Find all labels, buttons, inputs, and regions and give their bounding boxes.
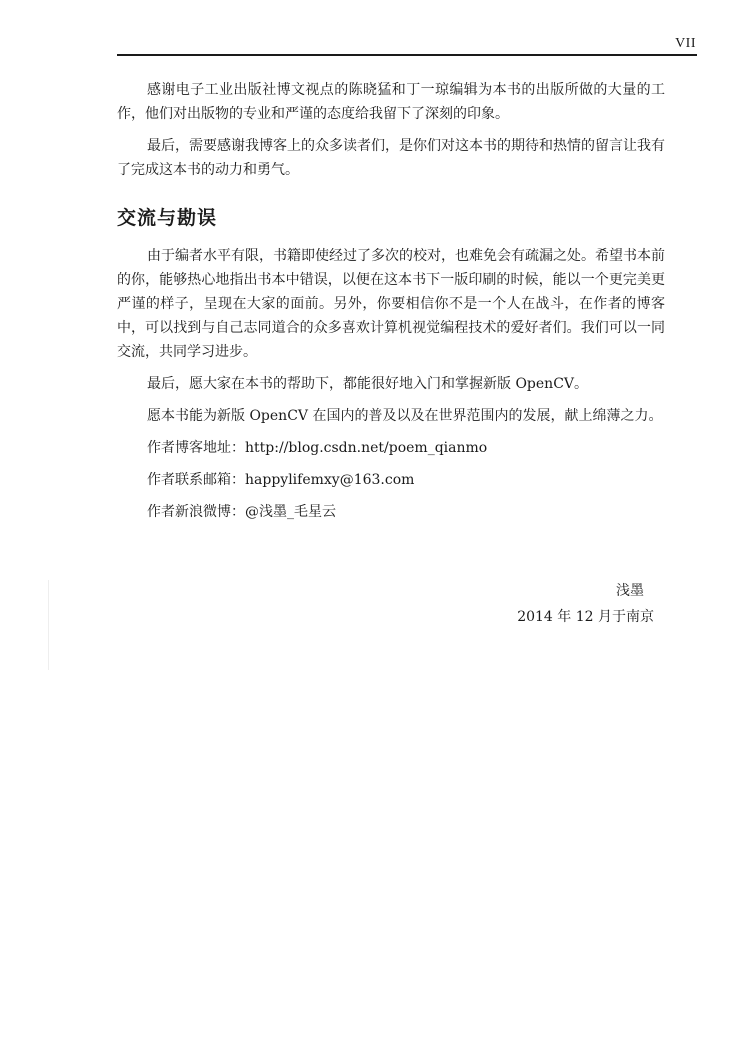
section-paragraph-errata: 由于编者水平有限，书籍即使经过了多次的校对，也难免会有疏漏之处。希望书本前的你，能够热心地指出书本中错误，以便在这本书下一版印刷的时候，能以一个更完美更严谨的样子，呈现在大家的面前。另外，你要相信你不是一个人在战斗，在作者的博客中，可以找到与自己志同道合的众多喜欢计算机视觉编程技术的爱好者们。我们可以一同交流，共同学习进步。	[117, 248, 665, 360]
page-number: VII	[675, 36, 696, 51]
scan-edge-mark	[48, 580, 49, 670]
section-paragraph-dedication: 愿本书能为新版 OpenCV 在国内的普及以及在世界范围内的发展，献上绵薄之力。	[147, 408, 663, 424]
author-signature: 浅墨	[616, 583, 644, 599]
section-paragraph-wish: 最后，愿大家在本书的帮助下，都能很好地入门和掌握新版 OpenCV。	[147, 376, 589, 392]
header-rule	[117, 54, 697, 56]
contact-blog: 作者博客地址：http://blog.csdn.net/poem_qianmo	[147, 440, 488, 456]
intro-paragraph-thanks-publisher: 感谢电子工业出版社博文视点的陈晓猛和丁一琼编辑为本书的出版所做的大量的工作，他们对出版物的专业和严谨的态度给我留下了深刻的印象。	[117, 82, 665, 122]
main-content	[117, 78, 665, 532]
section-title: 交流与勘误	[117, 207, 218, 229]
signature-date-place: 2014 年 12 月于南京	[517, 609, 654, 625]
intro-paragraph-thanks-readers: 最后，需要感谢我博客上的众多读者们，是你们对这本书的期待和热情的留言让我有了完成这本书的动力和勇气。	[117, 138, 665, 178]
contact-weibo: 作者新浪微博：@浅墨_毛星云	[147, 504, 336, 520]
contact-email: 作者联系邮箱：happylifemxy@163.com	[147, 472, 415, 488]
signature-block	[517, 578, 654, 630]
